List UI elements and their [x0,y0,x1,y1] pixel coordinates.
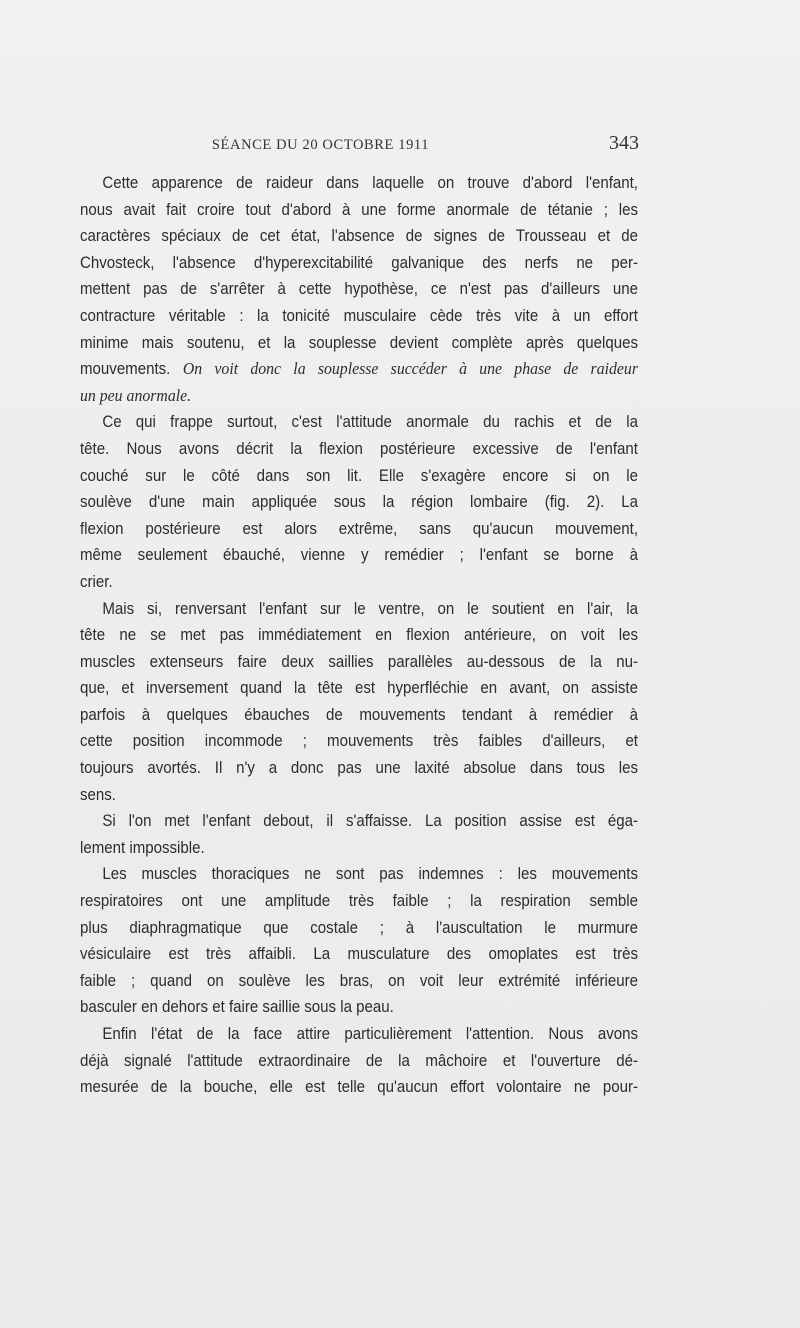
text-line: nous avait fait croire tout d'abord à une forme anormale de tétanie ; les [80,200,638,219]
text-line: muscles extenseurs faire deux saillies parallèles au-dessous de la nu- [80,652,638,671]
text-line: flexion postérieure est alors extrême, sans qu'aucun mouvement, [80,519,638,538]
paragraph-3 [80,596,638,809]
text-line: Ce qui frappe surtout, c'est l'attitude anormale du rachis et de la [102,413,638,432]
text-line: respiratoires ont une amplitude très faible ; la respiration semble [80,892,638,911]
text-line: Chvosteck, l'absence d'hyperexcitabilité galvanique des nerfs ne per- [80,253,638,272]
text-line: tête. Nous avons décrit la flexion postérieure excessive de l'enfant [80,439,638,458]
text-line: mettent pas de s'arrêter à cette hypothèse, ce n'est pas d'ailleurs une [80,280,638,299]
text-line: cette position incommode ; mouvements très faibles d'ailleurs, et [80,732,638,751]
text-line: déjà signalé l'attitude extraordinaire de la mâchoire et l'ouverture dé- [80,1051,638,1070]
page-number: 343 [609,132,639,154]
italic-text-line: un peu anormale. [80,385,192,405]
text-line: parfois à quelques ébauches de mouvements tendant à remédier à [80,705,638,724]
text-line: vésiculaire est très affaibli. La musculature des omoplates est très [80,945,638,964]
paragraph-4 [80,808,638,861]
text-line: lement impossible. [80,838,205,857]
body-text [80,170,638,1101]
text-line: sens. [80,785,116,804]
text-line: Mais si, renversant l'enfant sur le ventre, on le soutient en l'air, la [102,599,638,618]
text-line: mesurée de la bouche, elle est telle qu'aucun effort volontaire ne pour- [80,1078,638,1097]
italic-text: On voit donc la souplesse succéder à une phase de raideur [182,359,638,379]
text-line: Enfin l'état de la face attire particulièrement l'attention. Nous avons [102,1025,638,1043]
roman-text: mouvements. [80,360,183,379]
text-line: Cette apparence de raideur dans laquelle on trouve d'abord l'enfant, [102,174,638,192]
text-line: minime mais soutenu, et la souplesse devient complète après quelques [80,333,638,352]
text-line: caractères spéciaux de cet état, l'absence de signes de Trousseau et de [80,227,638,246]
text-line: Si l'on met l'enfant debout, il s'affaisse. La position assise est éga- [102,812,638,831]
text-line: faible ; quand on soulève les bras, on voit leur extrémité inférieure [80,971,638,990]
running-head [79,134,639,158]
text-line: couché sur le côté dans son lit. Elle s'exagère encore si on le [80,466,638,485]
text-line: contracture véritable : la tonicité musculaire cède très vite à un effort [80,306,638,325]
text-line: que, et inversement quand la tête est hyperfléchie en avant, on assiste [80,679,638,698]
text-line-mixed [80,356,638,383]
paragraph-2 [80,409,638,595]
text-line: soulève d'une main appliquée sous la région lombaire (fig. 2). La [80,493,638,512]
text-line: Les muscles thoraciques ne sont pas indemnes : les mouvements [102,865,638,884]
text-line: plus diaphragmatique que costale ; à l'auscultation le murmure [80,918,638,937]
text-line: basculer en dehors et faire saillie sous la peau. [80,998,394,1017]
paragraph-5 [80,861,638,1021]
text-line: toujours avortés. Il n'y a donc pas une laxité absolue dans tous les [80,759,638,778]
text-line: tête ne se met pas immédiatement en flexion antérieure, on voit les [80,626,638,645]
paragraph-1 [80,170,638,409]
paragraph-6 [80,1021,638,1101]
text-line: même seulement ébauché, vienne y remédier ; l'enfant se borne à [80,546,638,565]
running-title: SÉANCE DU 20 OCTOBRE 1911 [211,137,430,153]
text-line: crier. [80,572,113,591]
